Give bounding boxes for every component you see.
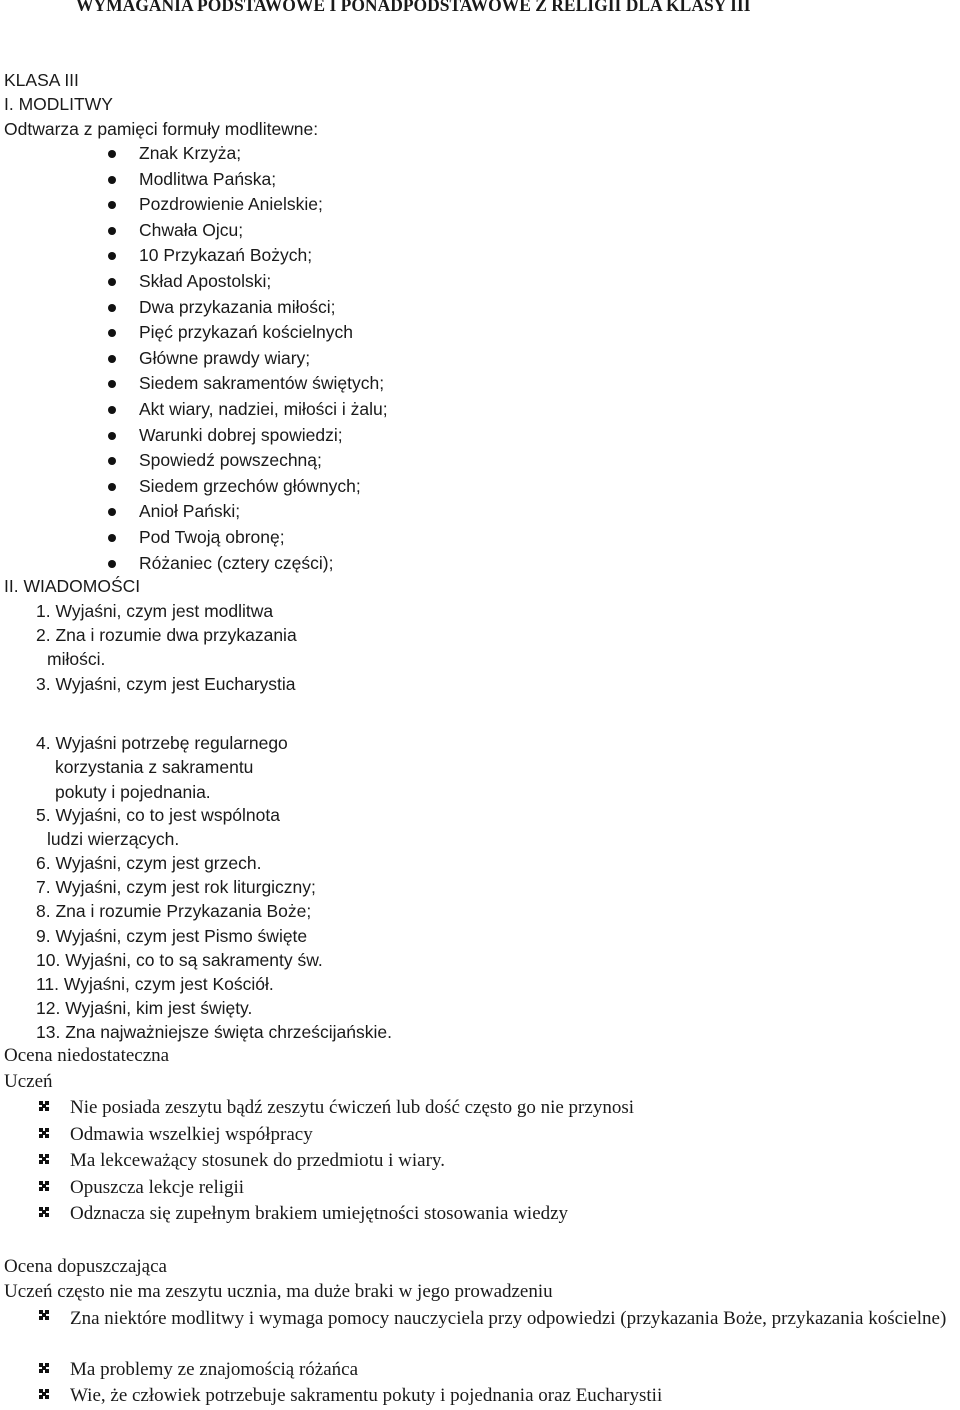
bullet-dot-icon — [108, 457, 116, 465]
knowledge-list-item: 9. Wyjaśni, czym jest Pismo święte — [36, 926, 308, 946]
bullet-dot-icon — [108, 560, 116, 568]
section-intro: Odtwarza z pamięci formuły modlitewne: — [4, 119, 319, 139]
prayer-list-item: 10 Przykazań Bożych; — [139, 245, 313, 266]
section-heading-prayers: I. MODLITWY — [4, 94, 113, 114]
knowledge-list-item: korzystania z sakramentu — [55, 757, 254, 778]
sufficient-criterion: Zna niektóre modlitwy i wymaga pomocy nauczyciela przy odpowiedzi (przykazania Boże, przykazania kościelne) — [70, 1308, 947, 1329]
knowledge-list-item: 2. Zna i rozumie dwa przykazania — [36, 625, 297, 645]
bullet-dot-icon — [108, 278, 116, 286]
knowledge-list-item: miłości. — [47, 649, 106, 670]
grade-subject-line: Uczeń często nie ma zeszytu ucznia, ma duże braki w jego prowadzeniu — [4, 1281, 553, 1302]
sufficient-criterion: Ma problemy ze znajomością różańca — [70, 1359, 359, 1380]
knowledge-list-item: 7. Wyjaśni, czym jest rok liturgiczny; — [36, 877, 316, 897]
prayer-list-item: Modlitwa Pańska; — [139, 168, 277, 189]
knowledge-list-item: 11. Wyjaśni, czym jest Kościół. — [36, 974, 274, 994]
bullet-dot-icon — [108, 432, 116, 440]
grade-heading-insufficient: Ocena niedostateczna — [4, 1045, 170, 1066]
prayer-list-item: Dwa przykazania miłości; — [139, 296, 336, 317]
prayer-list-item: Akt wiary, nadziei, miłości i żalu; — [139, 399, 388, 419]
prayer-list-item: Różaniec (cztery części); — [139, 552, 334, 573]
prayer-list-item: Skład Apostolski; — [139, 271, 272, 291]
bullet-dot-icon — [108, 304, 116, 312]
knowledge-list-item: 10. Wyjaśni, co to są sakramenty św. — [36, 950, 323, 970]
knowledge-list-item: 5. Wyjaśni, co to jest wspólnota — [36, 805, 280, 825]
insufficient-criterion: Ma lekceważący stosunek do przedmiotu i wiary. — [70, 1150, 445, 1171]
knowledge-list-item: 8. Zna i rozumie Przykazania Boże; — [36, 901, 312, 921]
bullet-dot-icon — [108, 329, 116, 337]
section-heading-knowledge: II. WIADOMOŚCI — [4, 576, 141, 596]
class-heading: KLASA III — [4, 70, 79, 90]
insufficient-criterion: Nie posiada zeszytu bądź zeszytu ćwiczeń lub dość często go nie przynosi — [70, 1097, 634, 1118]
square-bullet-icon — [38, 1128, 50, 1144]
bullet-dot-icon — [108, 483, 116, 491]
prayer-list-item: Główne prawdy wiary; — [139, 347, 311, 368]
knowledge-list-item: 4. Wyjaśni potrzebę regularnego — [36, 733, 288, 753]
prayer-list-item: Warunki dobrej spowiedzi; — [139, 424, 343, 445]
square-bullet-icon — [38, 1207, 50, 1223]
bullet-dot-icon — [108, 176, 116, 184]
prayer-list-item: Spowiedź powszechną; — [139, 450, 322, 471]
knowledge-list-item: pokuty i pojednania. — [55, 781, 211, 802]
bullet-dot-icon — [108, 252, 116, 260]
square-bullet-icon — [38, 1310, 50, 1326]
insufficient-criterion: Odznacza się zupełnym brakiem umiejętności stosowania wiedzy — [70, 1203, 569, 1224]
bullet-dot-icon — [108, 508, 116, 516]
square-bullet-icon — [38, 1154, 50, 1170]
bullet-dot-icon — [108, 380, 116, 388]
prayer-list-item: Anioł Pański; — [139, 501, 241, 522]
bullet-dot-icon — [108, 355, 116, 363]
insufficient-criterion: Opuszcza lekcje religii — [70, 1176, 245, 1198]
prayer-list-item: Pięć przykazań kościelnych — [139, 322, 353, 343]
square-bullet-icon — [38, 1389, 50, 1405]
bullet-dot-icon — [108, 227, 116, 235]
knowledge-list-item: 3. Wyjaśni, czym jest Eucharystia — [36, 674, 296, 694]
insufficient-criterion: Odmawia wszelkiej współpracy — [70, 1123, 313, 1145]
prayer-list-item: Pod Twoją obronę; — [139, 527, 285, 547]
knowledge-list-item: 12. Wyjaśni, kim jest święty. — [36, 998, 253, 1018]
grade-heading-sufficient: Ocena dopuszczająca — [4, 1256, 167, 1277]
prayer-list-item: Pozdrowienie Anielskie; — [139, 194, 323, 215]
bullet-dot-icon — [108, 201, 116, 209]
knowledge-list-item: 6. Wyjaśni, czym jest grzech. — [36, 853, 262, 873]
bullet-dot-icon — [108, 150, 116, 158]
knowledge-list-item: 13. Zna najważniejsze święta chrześcijańskie. — [36, 1022, 392, 1042]
square-bullet-icon — [38, 1363, 50, 1379]
bullet-dot-icon — [108, 534, 116, 542]
bullet-dot-icon — [108, 406, 116, 414]
document-title: WYMAGANIA PODSTAWOWE I PONADPODSTAWOWE Z RELIGII DLA KLASY III — [76, 0, 751, 15]
prayer-list-item: Siedem sakramentów świętych; — [139, 373, 385, 394]
prayer-list-item: Chwała Ojcu; — [139, 219, 244, 240]
prayer-list-item: Znak Krzyża; — [139, 143, 242, 163]
knowledge-list-item: 1. Wyjaśni, czym jest modlitwa — [36, 601, 274, 621]
knowledge-list-item: ludzi wierzących. — [47, 829, 180, 850]
sufficient-criterion: Wie, że człowiek potrzebuje sakramentu pokuty i pojednania oraz Eucharystii — [70, 1385, 663, 1406]
square-bullet-icon — [38, 1101, 50, 1117]
prayer-list-item: Siedem grzechów głównych; — [139, 475, 361, 496]
square-bullet-icon — [38, 1181, 50, 1197]
grade-subject: Uczeń — [4, 1071, 53, 1092]
